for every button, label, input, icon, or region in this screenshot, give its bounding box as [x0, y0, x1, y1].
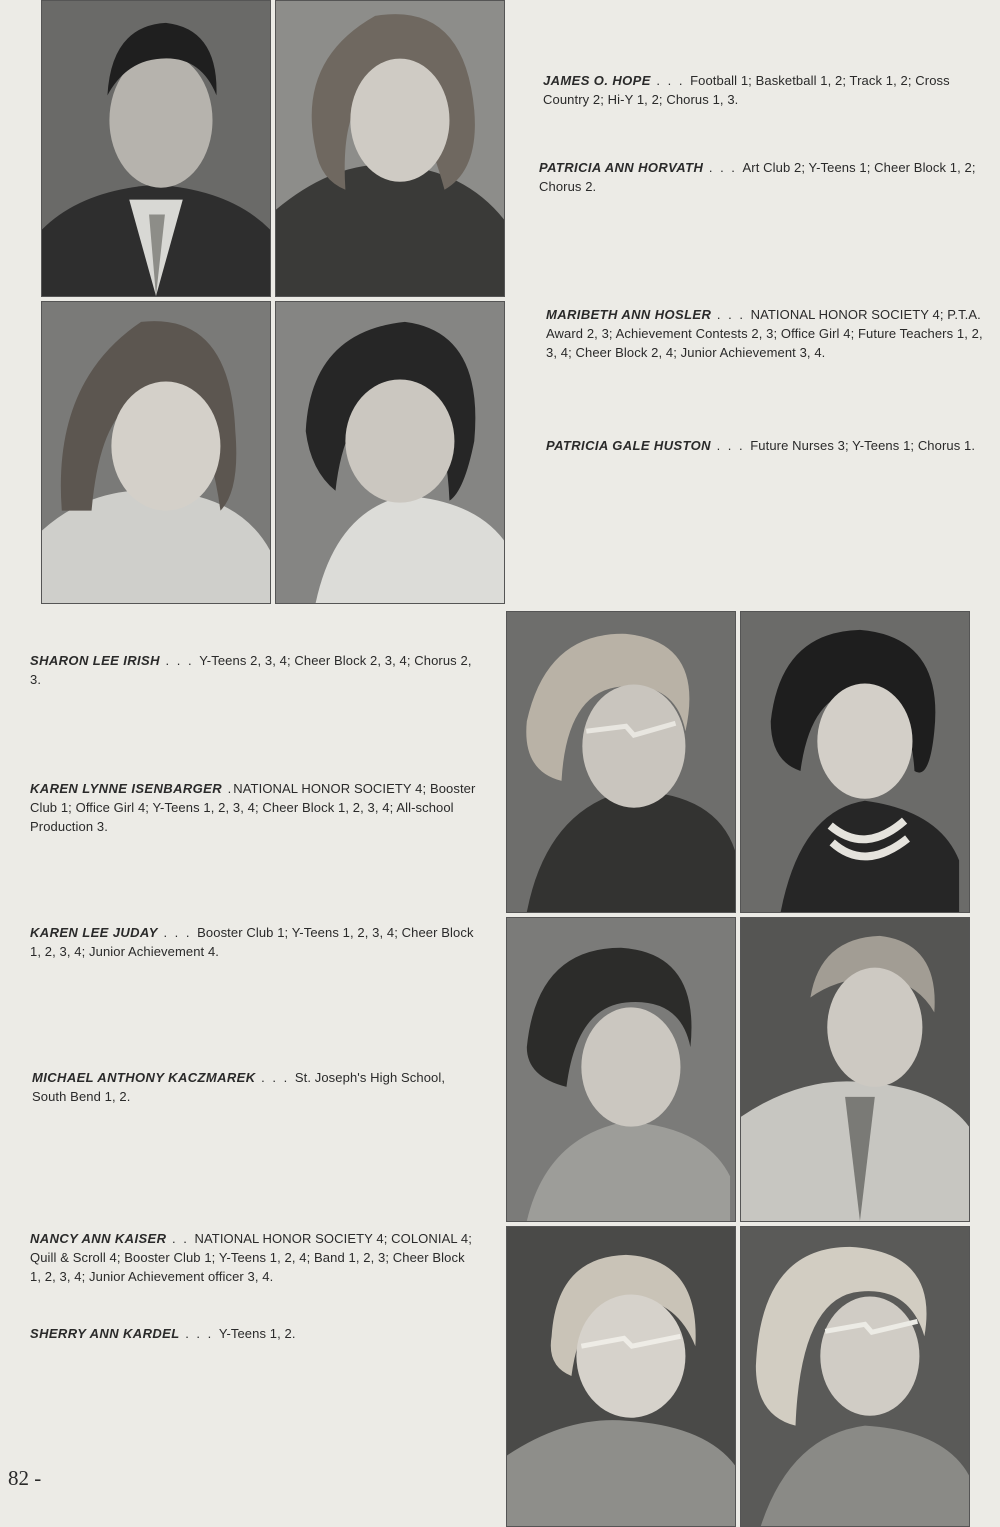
student-activities: NATIONAL HONOR SOCIETY 4; Booster Club 1; Office Girl 4; Y-Teens 1, 2, 3, 4; Cheer Block 1, 2, 3, 4; All-school Production 3. — [30, 781, 476, 834]
student-name: NANCY ANN KAISER — [30, 1231, 167, 1246]
portrait-photo-sherry-kardel — [740, 1226, 970, 1527]
student-activities: NATIONAL HONOR SOCIETY 4; P.T.A. Award 2, 3; Achievement Contests 2, 3; Office Girl 4; Future Teachers 1, 2, 3, 4; Cheer Block 2, 4; Junior Achievement 3, 4. — [546, 307, 983, 360]
portrait-photo-maribeth-hosler — [41, 301, 271, 604]
student-activities: Booster Club 1; Y-Teens 1, 2, 3, 4; Cheer Block 1, 2, 3, 4; Junior Achievement 4. — [30, 925, 474, 959]
student-entry — [32, 1068, 482, 1106]
entry-separator: . . . — [255, 1070, 295, 1085]
student-entry — [30, 923, 478, 961]
entry-separator: . . . — [157, 925, 198, 940]
student-name: JAMES O. HOPE — [543, 73, 651, 88]
student-activities: St. Joseph's High School, South Bend 1, 2. — [32, 1070, 446, 1104]
student-entry — [30, 1229, 478, 1286]
entry-separator: . . . — [703, 160, 743, 175]
student-name: SHERRY ANN KARDEL — [30, 1326, 180, 1341]
student-entry — [539, 158, 988, 196]
page-number: 82 - — [8, 1466, 42, 1490]
student-name: KAREN LEE JUDAY — [30, 925, 158, 940]
portrait-photo-nancy-kaiser — [506, 1226, 736, 1527]
portrait-photo-karen-isenbarger — [740, 611, 970, 913]
entry-separator: . . . — [710, 438, 751, 453]
entry-separator: . — [222, 781, 234, 796]
student-name: KAREN LYNNE ISENBARGER — [30, 781, 223, 796]
student-name: PATRICIA GALE HUSTON — [546, 438, 711, 453]
entry-separator: . . . — [711, 307, 751, 322]
student-entry — [30, 1324, 478, 1343]
student-entry — [546, 305, 990, 362]
student-entry — [543, 71, 988, 109]
portrait-photo-sharon-irish — [506, 611, 736, 913]
student-activities: Y-Teens 2, 3, 4; Cheer Block 2, 3, 4; Chorus 2, 3. — [30, 653, 472, 687]
student-activities: Art Club 2; Y-Teens 1; Cheer Block 1, 2; Chorus 2. — [539, 160, 976, 194]
entry-separator: . . — [166, 1231, 195, 1246]
student-entry — [546, 436, 994, 455]
student-activities: Football 1; Basketball 1, 2; Track 1, 2; Cross Country 2; Hi-Y 1, 2; Chorus 1, 3. — [543, 73, 950, 107]
portrait-photo-james-hope — [41, 0, 271, 297]
student-name: SHARON LEE IRISH — [30, 653, 160, 668]
student-activities: Future Nurses 3; Y-Teens 1; Chorus 1. — [750, 438, 976, 453]
student-name: MICHAEL ANTHONY KACZMAREK — [32, 1070, 256, 1085]
portrait-photo-michael-kaczmarek — [740, 917, 970, 1222]
student-name: MARIBETH ANN HOSLER — [546, 307, 712, 322]
entry-separator: . . . — [650, 73, 691, 88]
student-entry — [30, 651, 475, 689]
portrait-photo-karen-juday — [506, 917, 736, 1222]
student-entry — [30, 779, 480, 836]
portrait-photo-patricia-horvath — [275, 0, 505, 297]
entry-separator: . . . — [159, 653, 200, 668]
entry-separator: . . . — [179, 1326, 219, 1341]
student-activities: Y-Teens 1, 2. — [218, 1326, 296, 1341]
student-name: PATRICIA ANN HORVATH — [539, 160, 704, 175]
portrait-photo-patricia-huston — [275, 301, 505, 604]
student-activities: NATIONAL HONOR SOCIETY 4; COLONIAL 4; Quill & Scroll 4; Booster Club 1; Y-Teens 1, 2, 4; Band 1, 2, 3; Cheer Block 1, 2, 3, 4; Junior Achievement officer 3, 4. — [30, 1231, 472, 1284]
